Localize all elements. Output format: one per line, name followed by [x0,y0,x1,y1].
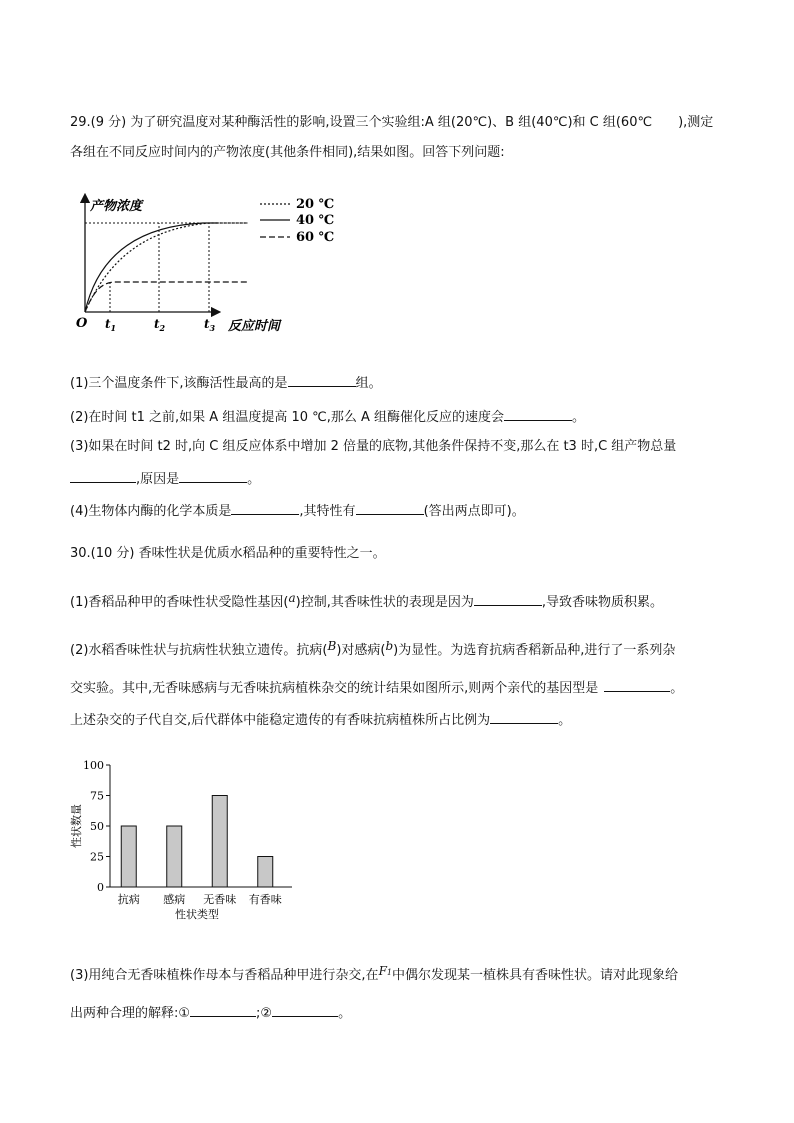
answer-blank[interactable] [504,406,572,421]
q30-sub3-line2 [70,1002,351,1023]
q29-intro-line2 [70,144,505,162]
answer-blank[interactable] [356,500,424,515]
product-concentration-graph [68,190,358,345]
y-tick-label: 75 [90,789,104,803]
q29-sub4 [70,500,525,521]
y-tick-label: 25 [90,850,104,864]
x-axis-label: 反应时间 [228,319,281,334]
q29-sub1-after: 组。 [355,376,382,391]
tick-label-t2: $t_2$ [154,317,166,333]
q30-sub1-after: ,导致香味物质积累。 [541,595,664,610]
chart-plot-area [69,759,292,921]
q30-sub2-text-1: (2)水稻香味性状与抗病性状独立遗传。抗病( [70,643,328,658]
q30-sub2-text-5: 。 [670,681,684,696]
y-tick-label: 100 [83,759,104,772]
q29-sub2 [70,406,585,427]
q30-intro [70,545,386,563]
answer-blank[interactable] [179,468,247,483]
q29-intro-text-1: 29.(9 分) 为了研究温度对某种酶活性的影响,设置三个实验组:A 组(20℃)、B 组(40℃)和 C 组(60℃ ),测定 [70,115,714,130]
q30-sub2-text-7: 。 [558,713,572,728]
q29-sub1-text: (1)三个温度条件下,该酶活性最高的是 [70,376,288,391]
curve-60c [85,282,248,312]
q30-sub2-line3 [70,709,571,730]
q30-sub2-line2 [70,677,683,698]
answer-blank[interactable] [604,677,670,692]
q29-sub3-line1 [70,438,676,456]
answer-blank[interactable] [490,709,558,724]
q29-sub3-text: (3)如果在时间 t2 时,向 C 组反应体系中增加 2 倍量的底物,其他条件保持不变,那么在 t3 时,C 组产物总量 [70,439,677,454]
y-tick-label: 0 [97,881,104,894]
q30-intro-text: 30.(10 分) 香味性状是优质水稻品种的重要特性之一。 [70,546,386,561]
q30-sub2-text-2: )对感病( [336,643,386,658]
tick-label-t3: $t_3$ [204,317,216,333]
gene-a: a [288,591,296,605]
f1-generation: F1 [378,964,392,978]
q30-sub1-mid: )控制,其香味性状的表现是因为 [295,595,474,610]
q29-sub4-text: (4)生物体内酶的化学本质是 [70,504,232,519]
curve-20c [85,223,248,312]
answer-blank[interactable] [231,500,299,515]
curve-40c [85,223,218,312]
q30-sub3-text-2: 中偶尔发现某一植株具有香味性状。请对此现象给 [391,968,678,983]
q30-sub3-text-3: 出两种合理的解释:① [70,1006,191,1021]
x-category-label: 抗病 [117,893,140,906]
legend-label-20c: 20 ℃ [296,197,335,212]
chart-bar [167,826,182,887]
x-category-label: 无香味 [203,893,237,906]
trait-bar-chart [66,752,306,927]
chart-bar [121,826,136,887]
legend-label-40c: 40 ℃ [296,213,335,228]
q29-sub4-after: (答出两点即可)。 [423,504,525,519]
q30-sub3-text-5: 。 [338,1006,352,1021]
q29-sub3-after: 。 [247,472,261,487]
q30-sub2-text-3: )为显性。为选育抗病香稻新品种,进行了一系列杂 [393,643,676,658]
chart-bar [258,857,273,888]
x-category-label: 感病 [163,893,186,906]
q29-sub3-mid: ,原因是 [136,472,180,487]
answer-blank[interactable] [474,591,542,606]
answer-blank[interactable] [272,1002,338,1017]
q29-sub1 [70,372,382,393]
q29-sub4-mid: ,其特性有 [299,504,356,519]
q29-sub2-text: (2)在时间 t1 之前,如果 A 组温度提高 10 ℃,那么 A 组酶催化反应的速度会 [70,410,505,425]
tick-label-t1: $t_1$ [105,317,117,333]
answer-blank[interactable] [190,1002,256,1017]
q30-sub3-text-1: (3)用纯合无香味植株作母本与香稻品种甲进行杂交,在 [70,968,379,983]
answer-blank[interactable] [288,372,356,387]
chart-x-axis-label: 性状类型 [175,908,219,921]
q29-intro-line1 [70,114,713,132]
q30-sub1 [70,591,663,612]
chart-y-axis-label: 性状数量 [70,804,83,848]
answer-blank[interactable] [70,468,136,483]
legend-label-60c: 60 ℃ [296,230,335,245]
q30-sub1-text: (1)香稻品种甲的香味性状受隐性基因( [70,595,289,610]
chart-bar [212,796,227,888]
gene-b-upper: B [327,639,337,653]
q29-sub2-after: 。 [572,410,586,425]
gene-b-lower: b [385,639,394,653]
x-category-label: 有香味 [248,893,282,906]
y-axis-label: 产物浓度 [90,199,143,214]
q29-intro-text-2: 各组在不同反应时间内的产物浓度(其他条件相同),结果如图。回答下列问题: [70,145,505,160]
y-tick-label: 50 [90,820,104,833]
origin-label: O [76,316,88,331]
q30-sub2-text-6: 上述杂交的子代自交,后代群体中能稳定遗传的有香味抗病植株所占比例为 [70,713,491,728]
q30-sub3-line1 [70,966,678,986]
q29-sub3-line2 [70,468,260,489]
q30-sub2-line1 [70,641,675,660]
q30-sub3-text-4: ;② [256,1006,273,1021]
q30-sub2-text-4: 交实验。其中,无香味感病与无香味抗病植株杂交的统计结果如图所示,则两个亲代的基因型是 [70,681,599,696]
